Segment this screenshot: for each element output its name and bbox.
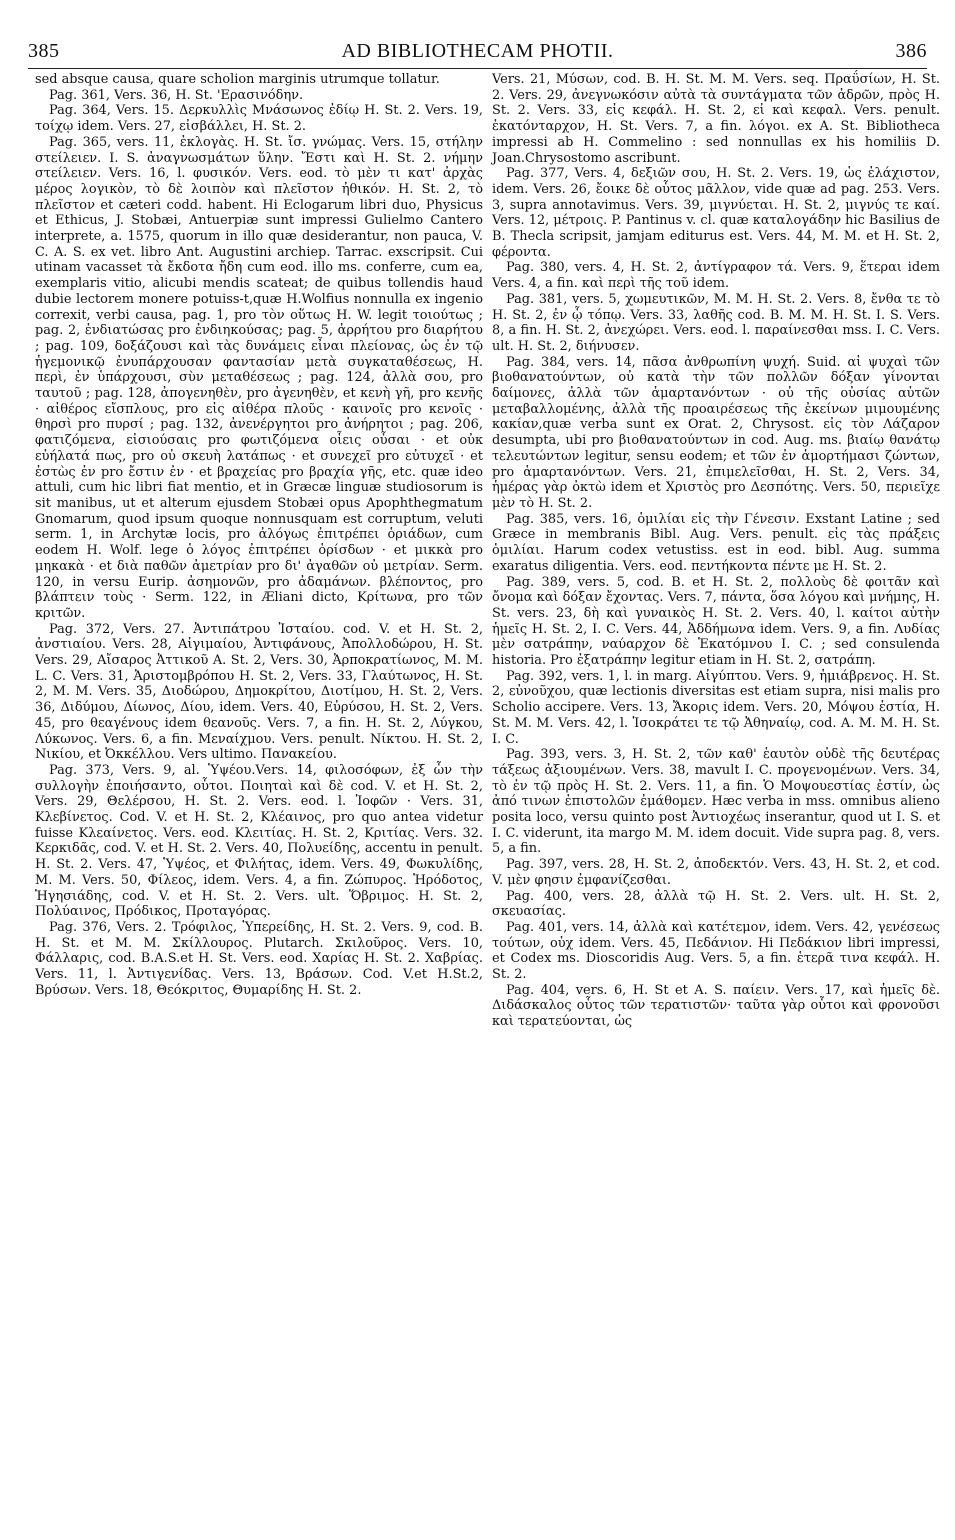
paragraph: sed absque causa, quare scholion marginis utrumque tollatur.: [35, 72, 440, 87]
paragraph: Pag. 361, Vers. 36, H. St. 'Ερασινόδην.: [49, 87, 304, 103]
page-number-right: 386: [895, 40, 927, 62]
paragraph: Pag. 380, vers. 4, H. St. 2, ἀντίγραφον τά. Vers. 9, ἕτεραι idem Vers. 4, a fin. καὶ περὶ τῆς τοῦ idem.: [492, 260, 940, 292]
paragraph: Pag. 385, vers. 16, ὁμιλίαι εἰς τὴν Γένεσιν. Exstant Latine ; sed Græce in membranis Bibl. Aug. Vers. penult. εἰς τὰς πράξεις ὁμιλίαι. Harum codex vetustiss. est in eod. bibl. Aug. summa exaratus diligentia. Vers. eod. πεντήκοντα πέντε με H. St. 2.: [492, 511, 940, 574]
paragraph: Pag. 376, Vers. 2. Τρόφιλος, Ὑπερείδης, H. St. 2. Vers. 9, cod. B. H. St. et M. M. Σκίλλουρος. Plutarch. Σκιλοῦρος. Vers. 10, Φάλλαρις, cod. B.A.S.et H. St. Vers. eod. Χαρίας H. St. 2. Χαβρίας. Vers. 11, l. Ἀντιγενίδας. Vers. 13, Βράσων. Cod. V.et H.St.2, Βρύσων. Vers. 18, Θεόκριτος, Θυμαρίδης H. St. 2.: [35, 919, 483, 998]
paragraph: Pag. 400, vers. 28, ἀλλὰ τῷ H. St. 2. Vers. ult. H. St. 2, σκευασίας.: [492, 888, 940, 920]
paragraph: Pag. 365, vers. 11, ἐκλογὰς. H. St. ἴσ. γνώμας. Vers. 15, στήλην στείλειεν. I. S. ἀναγνωσμάτων ὕλην. Ἔστι καὶ H. St. 2. νήμην στείλειεν. Vers. 16, l. φυσικόν. Vers. eod. τὸ μὲν τι κατ' ἀρχὰς μέρος λογικὸν, τὸ δὲ λοιπὸν καὶ πλεῖστον ἠθικόν. H. St. 2, τὸ πλεῖστον et cæteri codd. habent. Hi Eclogarum libri duo, Physicus et Ethicus, J. Stobæi, Antuerpiæ sunt impressi Gulielmo Cantero interprete, a. 1575, quorum in illo quæ desiderantur, non pauca, V. C. A. S. ex vet. libro Ant. Augustini archiep. Tarrac. exscripsit. Cui utinam vacasset τὰ ἔκδοτα ἤδη cum eod. illo ms. conferre, cum ea, exemplaris vitio, alicubi mendis scateat; de quibus tollendis haud dubie lectorem monere potuiss-t,quæ H.Wolfius nonnulla ex ingenio correxit, verbi causa, pag. 1, pro τὸν οὕτως H. W. legit τοιούτως ; pag. 2, ἐνδιατώσας pro ἐνδιηκούσας; pag. 5, ἀρρήτου pro διαρήτου ; pag. 109, δοξάζουσι καὶ τὰς δυνάμεις εἶναι πλείονας, ὡς ἐν τῷ ἡγεμονικῷ ἐνυπάρχουσαν φαντασίαν μετὰ συγκαταθέσεως, H. περὶ, ἐν ὑπάρχουσι, σὺν μεταθέσεως ; pag. 124, ἀλλὰ σου, pro ταυτοῦ ; pag. 128, ἀπογενηθὲν, pro ἀγενηθὲν, et κενὴ γῆ, pro κενῆς · αἰθέρος εἴσπλους, pro εἰς αἰθέρα πλοῦς · καινοῖς pro κενοῖς · θηρσὶ pro πυρσί ; pag. 132, ἀνενέργητοι pro ἀνήρητοι ; pag. 206, φατιζόμενα, εἰσιούσαις pro φωτιζόμενα οἷεις οὖσαι · et οὐκ εὐήλατά πως, pro οὐ σκευὴ λατάπως · et συνεχεῖ pro εὐτυχεῖ · et ἐστὼς ἐν pro ἔστιν ἐν · et βραχείας pro βραχία γῆς, etc. quæ ideo attuli, cum hic libri fiat mentio, et in Græcæ linguæ studiosorum is sit manibus, ut et alterum ejusdem Stobæi opus Apophthegmatum Gnomarum, quod ipsum quoque nonnusquam est corruptum, veluti serm. 1, in Archytæ locis, pro ἀλόγως ἐπιτρέπει ὁριάδων, cum eodem H. Wolf. lege ὁ λόγος ἐπιτρέπει ὁρίσδων · et μικκὰ pro μηκακὰ · et διὰ παθῶν ἀμετρίαν pro δι' ἀγαθῶν οὐ μετρίαν. Serm. 120, in versu Eurip. ἀσημονῶν, pro ἀδαμάνων. βλέποντος, pro βλάπτειν τοὺς · Serm. 122, in Æliani dicto, Κρίτωνα, pro τῶν κριτῶν.: [35, 134, 483, 621]
paragraph: Pag. 392, vers. 1, l. in marg. Αἰγύπτου. Vers. 9, ἡμιάβρενος. H. St. 2, εὐνοῦχου, quæ lectionis diversitas est etiam supra, nisi malis pro Scholio accipere. Vers. 13, Ἄκορις idem. Vers. 20, Μόψου ἑστία, H. St. M. M. Vers. 42, l. Ἰσοκράτει τε τῷ Ἀθηναίῳ, cod. A. M. M. H. St. I. C.: [492, 668, 940, 747]
paragraph: Pag. 384, vers. 14, πᾶσα ἀνθρωπίνη ψυχή. Suid. αἱ ψυχαὶ τῶν βιοθανατούντων, οὐ κατὰ τὴν τῶν πολλῶν δόξαν γίνονται δαίμονες, ἀλλὰ τῶν ἁμαρτανόντων · οὐ τῆς οὐσίας αὐτῶν μεταβαλλομένης, ἀλλὰ τῆς προαιρέσεως τῆς ἐκείνων μιμουμένης κακίαν,quæ verba sunt ex Orat. 2, Chrysost. εἰς τὸν Λάζαρον desumpta, ubi pro βιοθανατούντων in cod. Aug. ms. βιαίῳ θανάτῳ τελευτώντων legitur, sensu eodem; et τῶν ἐν ἁμορτήμασι ζώντων, pro ἁμαρτανόντων. Vers. 21, ἐπιμελεῖσθαι, H. St. 2, Vers. 34, ἡμέρας γὰρ ὀκτὼ idem et Χριστὸς pro Δεσπότης. Vers. 50, περιεῖχε μὲν τὸ H. St. 2.: [492, 354, 940, 511]
paragraph: Pag. 397, vers. 28, H. St. 2, ἀποδεκτόν. Vers. 43, H. St. 2, et cod. V. μὲν φησιν ἐμφανίζεσθαι.: [492, 857, 940, 888]
paragraph: Pag. 381, vers. 5, χωμευτικῶν, M. M. H. St. 2. Vers. 8, ἔνθα τε τὸ H. St. 2, ἐν ᾧ τόπῳ. Vers. 33, λαθῆς cod. B. M. M. H. St. I. S. Vers. 8, a fin. H. St. 2, ἀνεχώρει. Vers. eod. l. παραίνεσθαι mss. I. C. Vers. ult. H. St. 2, διήνυσεν.: [492, 291, 940, 354]
paragraph: Pag. 401, vers. 14, ἀλλὰ καὶ κατέτεμον, idem. Vers. 42, γενέσεως τούτων, οὐχ idem. Vers. 45, Πεδάνιον. Hi Πεδάκιον libri impressi, et Codex ms. Dioscoridis Aug. Vers. 5, a fin. ἑτερᾶ τινα κεφάλ. H. St. 2.: [492, 919, 940, 983]
paragraph: Pag. 389, vers. 5, cod. B. et H. St. 2, πολλοὺς δὲ φοιτᾶν καὶ ὄνομα καὶ δόξαν ἔχοντας. Vers. 7, πάντα, ὅσα λόγου καὶ μνήμης, H. St. vers. 23, δὴ καὶ γυναικὸς H. St. 2. Vers. 40, l. καίτοι αὐτὴν ἡμεῖς H. St. 2, I. C. Vers. 44, Ἀδδήμωνα idem. Vers. 9, a fin. Λυδίας μὲν σατράπην, ναύαρχον δὲ Ἑκατόμνου I. C. ; sed consulenda historia. Pro ἐξατράπην legitur etiam in H. St. 2, σατράπη.: [492, 574, 940, 669]
paragraph: Pag. 373, Vers. 9, al. Ὑψέου.Vers. 14, φιλοσόφων, ἐξ ὧν τὴν συλλογὴν ἐποιήσαντο, οὗτοι. Ποιηταὶ καὶ δὲ cod. V. et H. St. 2, Vers. 29, Θελέρσου, H. St. 2. Vers. eod. l. Ἰοφῶν · Vers. 31, Κλεβίνετος. Cod. V. et H. St. 2, Κλέαινος, pro quo antea videtur fuisse Κλεαίνετος. Vers. eod. Κλειτίας. H. St. 2, Κριτίας. Vers. 32. Κερκιδᾶς, cod. V. et H. St. 2. Vers. 40, Πολυείδης, accentu in penult. H. St. 2. Vers. 47, Ὑψέος, et Φιλήτας, idem. Vers. 49, Φωκυλίδης, M. M. Vers. 50, Φίλεος, idem. Vers. 4, a fin. Ζώπυρος. Ἡρόδοτος, Ἡγησιάδης, cod. V. et H. St. 2. Vers. ult. Ὅβριμος. H. St. 2, Πολύαινος, Πρόδικος, Προταγόρας.: [35, 762, 483, 920]
paragraph: Pag. 372, Vers. 27. Ἀντιπάτρου Ἱσταίου. cod. V. et H. St. 2, ἀνστιαίου. Vers. 28, Αἰγιμαίου, Ἀντιφάνους, Ἀπολλοδώρου, H. St. Vers. 29, Αἴσαρος Ἀττικοῦ A. St. 2, Vers. 30, Ἀρποκρατίωνος, M. M. L. C. Vers. 31, Ἀριστομβρόπου H. St. 2, Vers. 33, Γλαύτωνος, H. St. 2, M. M. Vers. 35, Διοδώρου, Δημοκρίτου, Διοτίμου, H. St. 2, Vers. 36, Διδύμου, Δίωνος, Δίου, idem. Vers. 40, Εὐρύσου, H. St. 2, Vers. 45, pro θεαγένους idem θεανοῦς. Vers. 7, a fin. H. St. 2, Λύγκου, Λύκωνος. Vers. 6, a fin. Μεναίχμου. Vers. penult. Νίκτου. H. St. 2, Νικίου, et Ὀκκέλλου. Vers ultimo. Πανακείου.: [35, 621, 483, 763]
page-header: [28, 40, 927, 68]
page-number-left: 385: [28, 40, 60, 62]
paragraph: Pag. 404, vers. 6, H. St et A. S. παίειν. Vers. 17, καὶ ἡμεῖς δὲ. Διδάσκαλος οὗτος τῶν τερατιστῶν· ταῦτα γὰρ οὗτοι καὶ φρονοῦσι καὶ τερατεύονται, ὡς: [492, 982, 940, 1030]
left-column: [35, 72, 483, 998]
paragraph: Pag. 393, vers. 3, H. St. 2, τῶν καθ' ἑαυτὸν οὐδὲ τῆς δευτέρας τάξεως ἀξιουμένων. Vers. 38, mavult I. C. προγενομένων. Vers. 34, τὸ ἐν τῷ πρὸς H. St. 2. Vers. 11, a fin. Ὁ Μοψουεστίας ἐστίν, ὡς ἀπό τινων ἐπιστολῶν ἐμάθομεν. Hæc verba in mss. omnibus alieno posita loco, versu quinto post Ἀντιοχέως inserantur, quod ut I. S. et I. C. viderunt, ita margo M. M. idem docuit. Vide supra pag. 8, vers. 5, a fin.: [492, 747, 940, 857]
paragraph: Pag. 364, Vers. 15. Δερκυλλὶς Μνάσωνος ἐδίῳ Η. St. 2. Vers. 19, τοίχῳ idem. Vers. 27, εἰσβάλλει, H. St. 2.: [35, 103, 483, 135]
right-column: [492, 72, 940, 1030]
header-rule: [28, 68, 927, 69]
paragraph: Pag. 377, Vers. 4, δεξιῶν σου, H. St. 2. Vers. 19, ὡς ἐλάχιστον, idem. Vers. 26, ἔοικε δὲ οὗτος μᾶλλον, vide quæ ad pag. 253. Vers. 3, supra annotavimus. Vers. 39, μιγνύεται. H. St. 2, μιγνύς τε καί. Vers. 12, μέτροις. P. Pantinus v. cl. quæ καταλογάδην hic Basilius de B. Thecla scripsit, jamjam editurus est. Vers. 44, M. M. et H. St. 2, φέροντα.: [492, 166, 940, 260]
running-title: AD BIBLIOTHECAM PHOTII.: [341, 40, 614, 62]
paragraph: Vers. 21, Μύσων, cod. B. H. St. M. M. Vers. seq. Πραΰσίων, H. St. 2. Vers. 29, ἀνεγνωκόσιν αὐτὰ τὰ συντάγματα τῶν ἀδρῶν, πρὸς H. St. 2. Vers. 33, εἰς κεφάλ. H. St. 2, εἰ καὶ κεφαλ. Vers. penult. ἑκατόνταρχον, H. St. Vers. 7, a fin. λόγοι. ex A. St. Bibliotheca impressi ab H. Commelino : sed nonnullas ex his homiliis D. Joan.Chrysostomo ascribunt.: [492, 72, 940, 166]
